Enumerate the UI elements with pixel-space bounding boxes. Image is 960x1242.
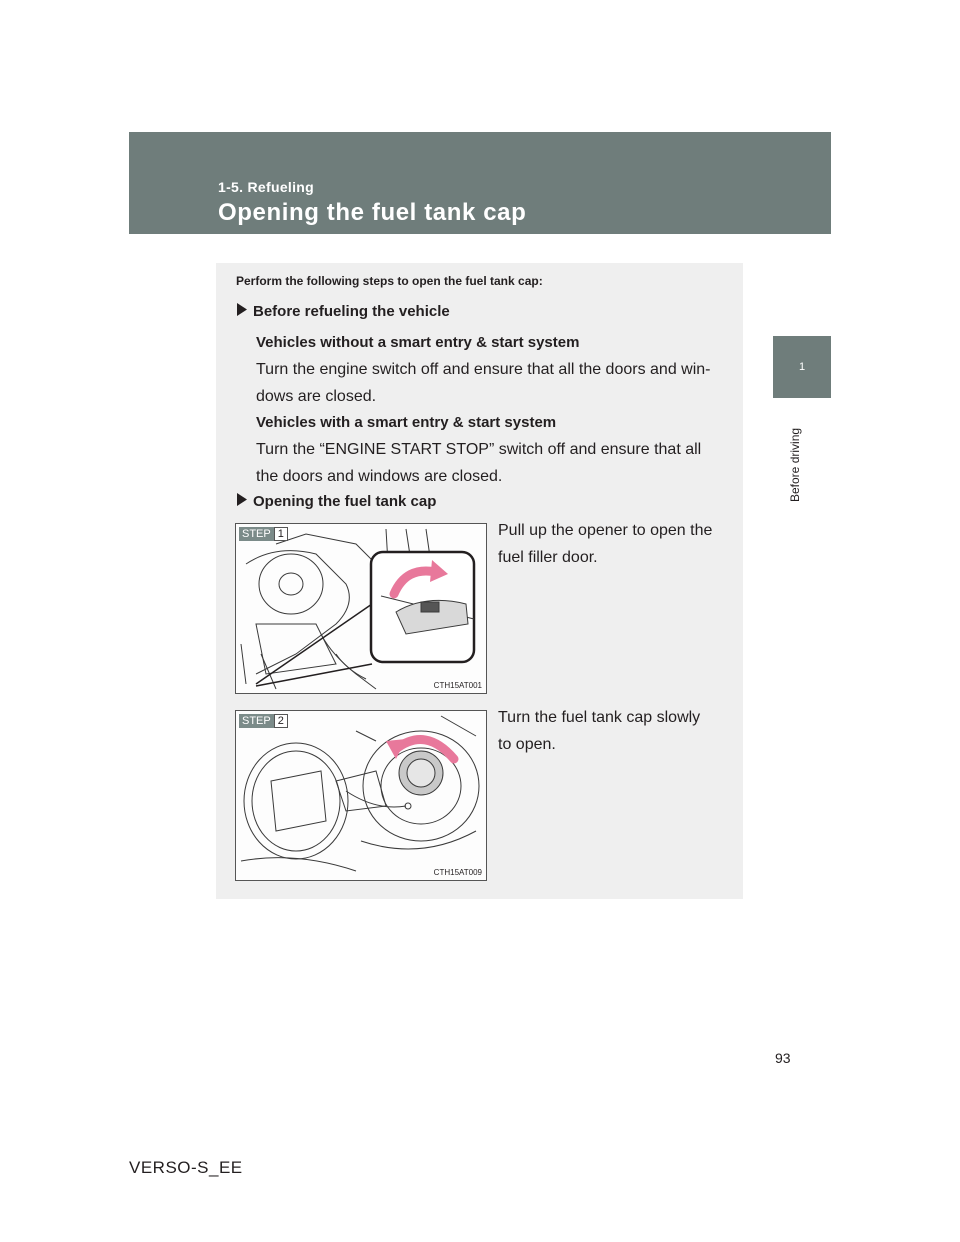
without-smart-body — [256, 356, 720, 410]
chapter-tab — [773, 336, 831, 398]
step2-figure — [235, 710, 487, 881]
triangle-bullet-icon — [236, 493, 253, 510]
chapter-number: 1 — [798, 361, 806, 373]
body-line: the doors and windows are closed. — [256, 468, 503, 485]
body-line: dows are closed. — [256, 388, 377, 405]
step-number: 1 — [274, 527, 288, 541]
step-line: Turn the fuel tank cap slowly — [498, 709, 701, 726]
page-number: 93 — [775, 1050, 791, 1066]
triangle-bullet-icon — [236, 303, 253, 320]
heading-label: Before refueling the vehicle — [253, 303, 450, 320]
opening-heading — [236, 493, 436, 510]
heading-label: Opening the fuel tank cap — [253, 493, 437, 510]
figure-code: CTH15AT009 — [433, 868, 482, 877]
fuel-tank-cap-illustration — [236, 711, 486, 880]
chapter-label: Before driving — [788, 427, 802, 502]
step1-text — [498, 517, 720, 571]
with-smart-body — [256, 436, 720, 490]
step2-text — [498, 704, 720, 758]
fuel-opener-lever-illustration — [236, 524, 486, 693]
intro-text: Perform the following steps to open the fuel tank cap: — [236, 274, 543, 288]
step-line: Pull up the opener to open the — [498, 522, 713, 539]
step-label: STEP — [239, 714, 274, 728]
figure-code: CTH15AT001 — [433, 681, 482, 690]
without-smart-title: Vehicles without a smart entry & start system — [256, 334, 580, 351]
step1-figure — [235, 523, 487, 694]
before-refueling-heading — [236, 303, 450, 320]
body-line: Turn the “ENGINE START STOP” switch off and ensure that all — [256, 441, 702, 458]
with-smart-title: Vehicles with a smart entry & start system — [256, 414, 557, 431]
step-badge — [239, 714, 288, 728]
section-label: 1-5. Refueling — [218, 179, 314, 195]
page-title: Opening the fuel tank cap — [218, 199, 527, 226]
step-number: 2 — [274, 714, 288, 728]
step-line: to open. — [498, 736, 556, 753]
step-line: fuel filler door. — [498, 549, 598, 566]
step-badge — [239, 527, 288, 541]
footer-code: VERSO-S_EE — [129, 1158, 243, 1177]
step-label: STEP — [239, 527, 274, 541]
body-line: Turn the engine switch off and ensure that all the doors and win- — [256, 361, 711, 378]
